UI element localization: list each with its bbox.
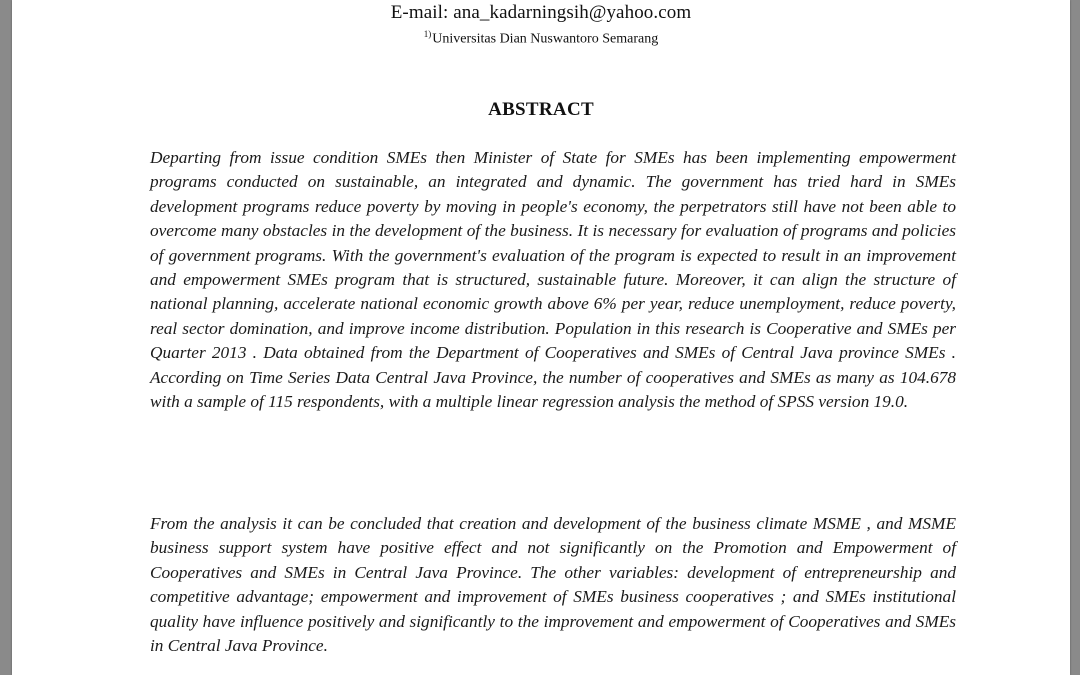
author-email: E-mail: ana_kadarningsih@yahoo.com	[390, 2, 692, 23]
author-affiliation	[12, 29, 1070, 48]
affiliation-mark: 1)	[423, 29, 432, 39]
affiliation-text: Universitas Dian Nuswantoro Semarang	[432, 31, 659, 47]
abstract-heading: ABSTRACT	[488, 99, 594, 120]
abstract-paragraph-2: From the analysis it can be concluded that creation and development of the business climate MSME , and MSME business support system have positive effect and not significantly on the Promotion and Empowerment of Cooperatives and SMEs in Central Java Province. The other variables: development of entrepreneurship and competitive advantage; empowerment and improvement of SMEs business cooperatives ; and SMEs institutional quality have influence positively and significantly to the improvement and empowerment of Cooperatives and SMEs in Central Java Province.	[150, 514, 956, 656]
document-page	[12, 0, 1070, 675]
abstract-paragraph-1: Departing from issue condition SMEs then Minister of State for SMEs has been implementing empowerment programs conducted on sustainable, an integrated and dynamic. The government has tried hard in SMEs development programs reduce poverty by moving in people's economy, the perpetrators still have not been able to overcome many obstacles in the development of the business. It is necessary for evaluation of programs and policies of government programs. With the government's evaluation of the program is expected to result in an improvement and empowerment SMEs program that is structured, sustainable future. Moreover, it can align the structure of national planning, accelerate national economic growth above 6% per year, reduce unemployment, reduce poverty, real sector domination, and improve income distribution. Population in this research is Cooperative and SMEs per Quarter 2013 . Data obtained from the Department of Cooperatives and SMEs of Central Java province SMEs . According on Time Series Data Central Java Province, the number of cooperatives and SMEs as many as 104.678 with a sample of 115 respondents, with a multiple linear regression analysis the method of SPSS version 19.0.	[150, 148, 956, 412]
